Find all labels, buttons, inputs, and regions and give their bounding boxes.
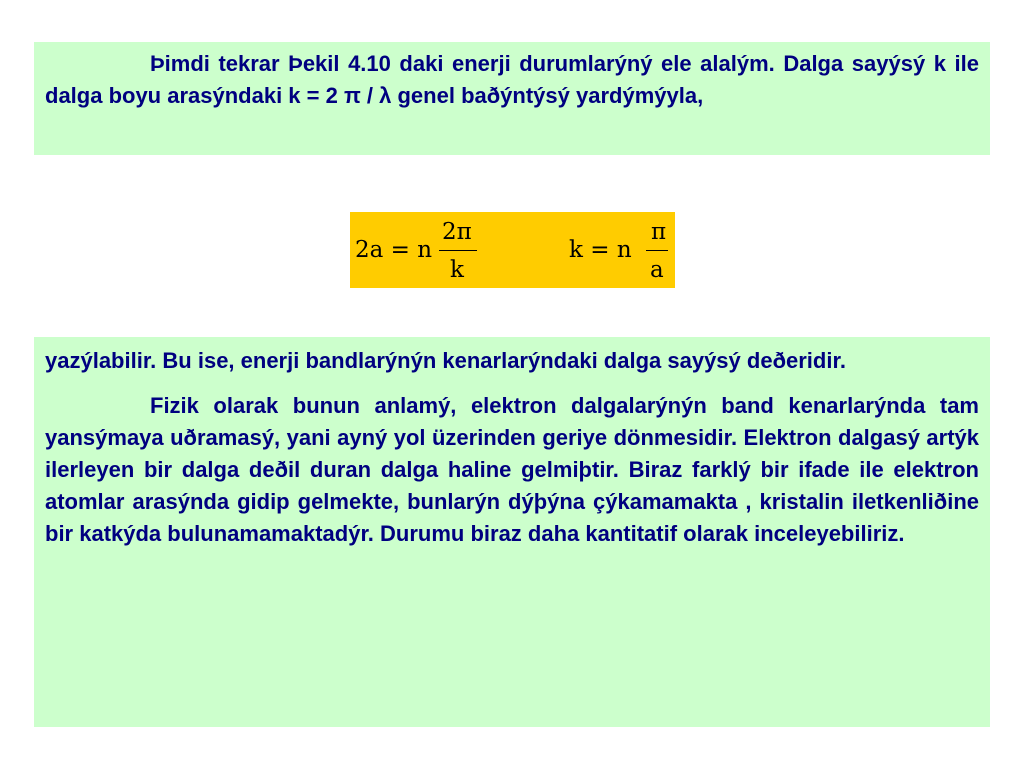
eq1-fraction-bar: [439, 250, 477, 251]
eq2-numerator: π: [651, 219, 667, 245]
eq1-numerator: 2π: [442, 219, 472, 245]
intro-paragraph: Þimdi tekrar Þekil 4.10 daki enerji durumlarýný ele alalým. Dalga sayýsý k ile dalga boyu arasýndaki k = 2 π / λ genel baðýntýsý yardýmýyla,: [45, 51, 979, 108]
eq1-lhs: 2a = n: [355, 237, 433, 263]
eq1-denominator: k: [450, 257, 464, 283]
body-text-box: [34, 337, 990, 727]
body-paragraph-2: Fizik olarak bunun anlamý, elektron dalgalarýnýn band kenarlarýnda tam yansýmaya uðramasý, yani ayný yol üzerinden geriye dönmesidir. Elektron dalgasý artýk ilerleyen bir dalga deðil duran dalga haline gelmiþtir. Biraz farklý bir ifade ile elektron atomlar arasýnda gidip gelmekte, bunlarýn dýþýna çýkamamakta , kristalin iletkenliðine bir katkýda bulunamamaktadýr. Durumu biraz daha kantitatif olarak inceleyebiliriz.: [45, 393, 979, 546]
intro-text-box: [34, 42, 990, 155]
eq2-lhs: k = n: [569, 237, 632, 263]
body-paragraph-1: yazýlabilir. Bu ise, enerji bandlarýnýn kenarlarýndaki dalga sayýsý deðeridir.: [45, 348, 846, 373]
eq2-fraction-bar: [646, 250, 668, 251]
formula-box: [350, 212, 675, 288]
eq2-denominator: a: [650, 257, 664, 283]
